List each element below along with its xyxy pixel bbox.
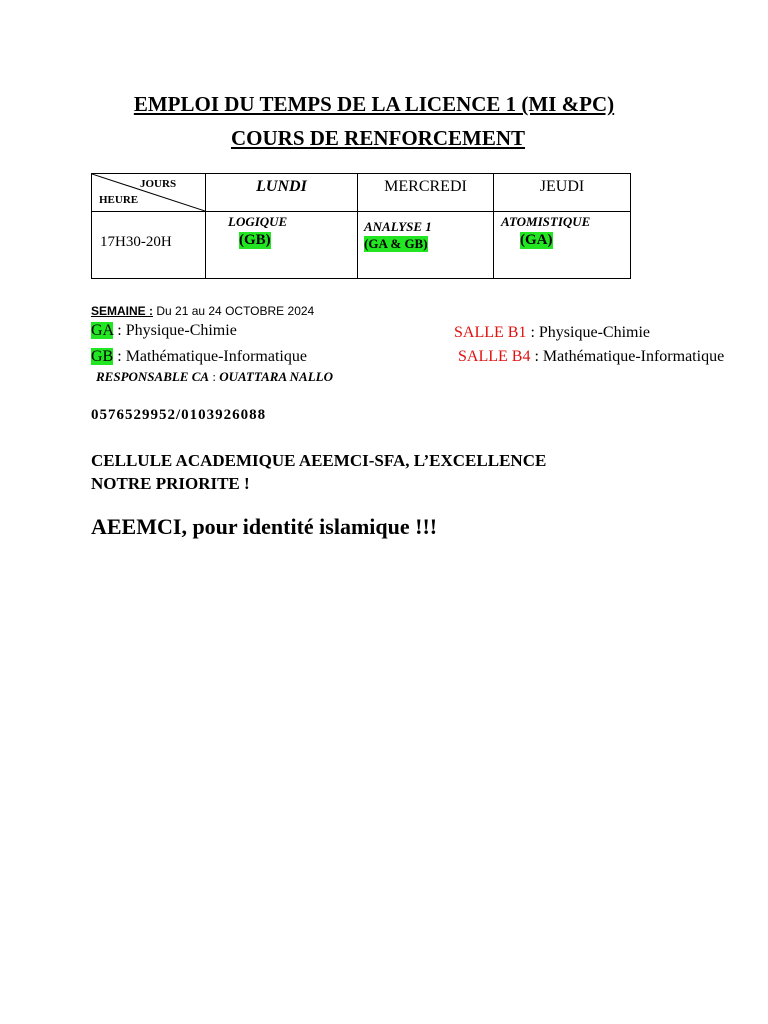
room-code-b4: SALLE B4 (458, 348, 531, 365)
group-desc-ga: Physique-Chimie (125, 322, 237, 339)
week-value: Du 21 au 24 OCTOBRE 2024 (153, 304, 315, 318)
group-legend-ga (91, 322, 237, 340)
group-sep-ga: : (113, 322, 126, 339)
room-legend-b4 (458, 348, 724, 366)
room-desc-b4: Mathématique-Informatique (542, 348, 725, 365)
slogan: AEEMCI, pour identité islamique !!! (91, 514, 438, 539)
group-code-gb: GB (91, 348, 114, 365)
group-desc-gb: Mathématique-Informatique (125, 348, 307, 365)
title-line-1: EMPLOI DU TEMPS DE LA LICENCE 1 (MI &PC) (133, 92, 615, 116)
time-slot-cell (92, 212, 206, 279)
room-sep-b4: : (530, 348, 543, 365)
cellule-motto (91, 449, 546, 495)
course-group-jeudi: (GA) (520, 232, 553, 248)
time-slot-label: 17H30-20H (100, 234, 172, 250)
group-code-ga: GA (91, 322, 114, 339)
week-label: SEMAINE : (91, 304, 154, 318)
responsable-line (96, 369, 333, 385)
title-line-2: COURS DE RENFORCEMENT (230, 126, 526, 150)
course-cell-jeudi (494, 212, 631, 279)
table-header-row (92, 174, 631, 212)
responsable-label: RESPONSABLE CA (96, 369, 210, 384)
day-header-mercredi: MERCREDI (358, 174, 494, 212)
course-cell-mercredi (358, 212, 494, 279)
course-group-lundi: (GB) (239, 232, 271, 248)
week-line (91, 304, 314, 318)
phone-numbers: 0576529952/0103926088 (91, 407, 267, 423)
room-legend-b1 (454, 324, 650, 342)
corner-heure-label: HEURE (99, 194, 139, 206)
cellule-line-2: NOTRE PRIORITE ! (91, 474, 250, 493)
day-header-jeudi: JEUDI (494, 174, 631, 212)
course-name-mercredi: ANALYSE 1 (364, 219, 432, 234)
day-header-lundi: LUNDI (206, 174, 358, 212)
corner-cell (92, 174, 206, 212)
responsable-name: OUATTARA NALLO (219, 369, 333, 384)
corner-jours-label: JOURS (140, 178, 177, 190)
group-sep-gb: : (113, 348, 126, 365)
group-legend-gb (91, 348, 307, 366)
responsable-sep: : (209, 369, 220, 384)
room-sep-b1: : (526, 324, 539, 341)
course-name-jeudi: ATOMISTIQUE (501, 214, 591, 229)
cellule-line-1: CELLULE ACADEMIQUE AEEMCI-SFA, L’EXCELLENCE (91, 451, 547, 470)
course-cell-lundi (206, 212, 358, 279)
table-row (92, 212, 631, 279)
room-code-b1: SALLE B1 (454, 324, 527, 341)
course-name-lundi: LOGIQUE (228, 214, 288, 229)
schedule-table (91, 173, 631, 279)
room-desc-b1: Physique-Chimie (538, 324, 651, 341)
course-group-mercredi: (GA & GB) (364, 236, 428, 251)
